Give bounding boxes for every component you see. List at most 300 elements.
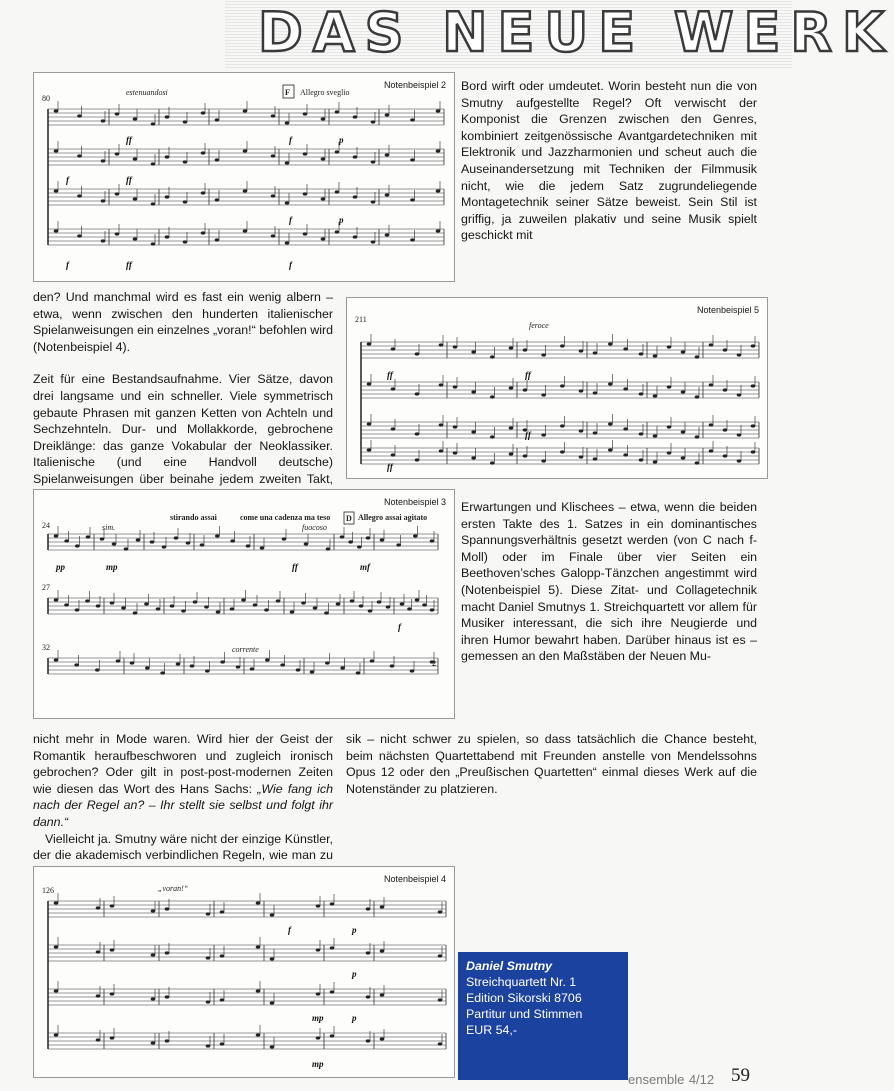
note-head: [667, 385, 672, 388]
note-head: [366, 1039, 371, 1042]
note-head: [541, 459, 546, 462]
note-head: [205, 669, 210, 672]
note-head: [112, 542, 117, 545]
note-head: [201, 111, 206, 114]
note-head: [270, 1045, 275, 1048]
note-head: [110, 1036, 115, 1039]
note-head: [653, 394, 658, 397]
note-head: [653, 434, 658, 437]
note-head: [385, 233, 390, 236]
note-head: [340, 535, 345, 538]
note-head: [490, 461, 495, 464]
example-label: Notenbeispiel 5: [696, 305, 759, 315]
note-head: [151, 953, 156, 956]
note-head: [304, 542, 309, 545]
text-column-right-top: [461, 78, 757, 244]
tempo-marking: come una cadenza ma teso: [240, 513, 331, 522]
note-head: [751, 344, 756, 347]
note-head: [156, 607, 161, 610]
note-head: [243, 189, 248, 192]
note-head: [200, 543, 205, 546]
note-head: [579, 389, 584, 392]
section-title: DAS NEUE WERK: [258, 1, 894, 64]
paragraph: den? Und manchmal wird es fast ein wenig albern – etwa, wenn zwischen den hunderten italienischer Spielanweisungen ein einzelnes „voran!“ befohlen wird (Notenbeispiel 4).: [33, 290, 333, 354]
tempo-marking: Allegro assai agitato: [358, 513, 428, 522]
note-head: [560, 384, 565, 387]
note-head: [183, 200, 188, 203]
note-head: [490, 395, 495, 398]
note-head: [303, 192, 308, 195]
note-head: [410, 198, 415, 201]
note-head: [348, 540, 353, 543]
note-head: [439, 383, 444, 386]
note-head: [396, 543, 401, 546]
note-head: [133, 117, 138, 120]
note-head: [509, 452, 514, 455]
note-head: [215, 118, 220, 121]
note-head: [340, 666, 345, 669]
info-line: Streichquartett Nr. 1: [466, 975, 577, 989]
note-head: [77, 234, 82, 237]
note-head: [270, 913, 275, 916]
dynamic-mark: mf: [360, 562, 370, 572]
tempo-marking: sim.: [102, 523, 116, 532]
info-box: [458, 952, 628, 1080]
note-head: [391, 347, 396, 350]
note-head: [176, 662, 181, 665]
note-head: [151, 1041, 156, 1044]
note-head: [165, 195, 170, 198]
score-5: [347, 298, 767, 478]
tempo-marking: feroce: [529, 321, 549, 330]
note-head: [380, 949, 385, 952]
note-head: [380, 1037, 385, 1040]
dynamic-mark: mp: [312, 1013, 324, 1023]
note-head: [415, 598, 420, 601]
note-head: [453, 451, 458, 454]
note-head: [579, 455, 584, 458]
tempo-marking: estenuandosi: [126, 88, 168, 97]
score-4: [34, 867, 454, 1077]
note-head: [366, 951, 371, 954]
text-column-right-bottom: [346, 731, 757, 797]
tempo-marking: corrente: [232, 645, 259, 654]
note-head: [737, 433, 742, 436]
note-head: [579, 429, 584, 432]
note-head: [133, 237, 138, 240]
note-head: [709, 383, 714, 386]
note-head: [509, 346, 514, 349]
note-head: [243, 149, 248, 152]
note-head: [356, 671, 361, 674]
note-head: [256, 901, 261, 904]
paragraph: Erwartungen und Klischees – etwa, wenn die beiden ersten Takte des 1. Satzes in ein dominantisches Spannungsverhältnis gesetzt werden (von C nach f-Moll) oder im Finale über vier Seiten ein Beethoven’sches Galopp-Tänzchen angestimmt wird (Notenbeispiel 5). Diese Zitat- und Collagetechnik macht Daniel Smutnys 1. Streichquartett vor allem für Musiker interessant, die sich ihre Neugierde und ihren Humor bewahrt haben. Darüber hinaus ist es – gemessen an den Maßstäben der Neuen Mu-: [461, 500, 757, 664]
note-head: [367, 448, 372, 451]
note-head: [282, 537, 287, 540]
note-head: [133, 611, 138, 614]
note-head: [608, 382, 613, 385]
note-head: [183, 160, 188, 163]
note-head: [353, 155, 358, 158]
note-head: [206, 1000, 211, 1003]
note-head: [353, 235, 358, 238]
note-head: [471, 430, 476, 433]
note-head: [623, 347, 628, 350]
dynamic-mark: ff: [126, 135, 132, 145]
note-head: [366, 536, 371, 539]
note-head: [151, 162, 156, 165]
note-head: [523, 454, 528, 457]
note-head: [265, 658, 270, 661]
note-head: [296, 668, 301, 671]
note-head: [430, 608, 435, 611]
note-head: [410, 669, 415, 672]
measure-number: 27: [42, 583, 50, 592]
note-head: [723, 388, 728, 391]
note-head: [695, 435, 700, 438]
note-head: [85, 599, 90, 602]
note-head: [453, 385, 458, 388]
note-head: [165, 235, 170, 238]
note-head: [115, 152, 120, 155]
dynamic-mark: ff: [387, 462, 393, 472]
note-head: [101, 199, 106, 202]
note-head: [151, 909, 156, 912]
dynamic-mark: p: [352, 969, 357, 979]
note-head: [353, 115, 358, 118]
note-head: [201, 191, 206, 194]
measure-number: 32: [42, 643, 50, 652]
note-head: [695, 461, 700, 464]
note-head: [415, 352, 420, 355]
note-head: [204, 605, 209, 608]
note-head: [371, 120, 376, 123]
note-head: [271, 194, 276, 197]
note-head: [330, 1034, 335, 1037]
note-head: [430, 539, 435, 542]
note-head: [201, 151, 206, 154]
note-head: [751, 384, 756, 387]
note-head: [593, 391, 598, 394]
note-head: [723, 454, 728, 457]
note-head: [75, 608, 80, 611]
note-head: [54, 149, 59, 152]
note-head: [391, 453, 396, 456]
note-head: [380, 993, 385, 996]
note-head: [471, 390, 476, 393]
note-head: [290, 610, 295, 613]
dynamic-mark: f: [288, 925, 291, 935]
note-head: [77, 154, 82, 157]
note-head: [271, 234, 276, 237]
note-head: [246, 544, 251, 547]
note-head: [681, 390, 686, 393]
note-head: [336, 602, 341, 605]
note-head: [206, 912, 211, 915]
note-head: [165, 155, 170, 158]
note-head: [623, 453, 628, 456]
note-head: [439, 423, 444, 426]
note-head: [350, 599, 355, 602]
dynamic-mark: ff: [525, 370, 531, 380]
note-head: [357, 545, 362, 548]
note-head: [391, 387, 396, 390]
note-head: [541, 393, 546, 396]
note-head: [206, 1044, 211, 1047]
note-head: [206, 956, 211, 959]
note-head: [608, 448, 613, 451]
note-head: [471, 350, 476, 353]
note-head: [264, 608, 269, 611]
note-head: [400, 602, 405, 605]
dynamic-mark: ff: [126, 175, 132, 185]
dynamic-mark: f: [289, 215, 292, 225]
note-head: [623, 387, 628, 390]
magazine-name: ensemble: [628, 1072, 685, 1087]
note-head: [215, 198, 220, 201]
note-head: [54, 109, 59, 112]
note-head: [709, 423, 714, 426]
note-head: [110, 992, 115, 995]
note-head: [436, 109, 441, 112]
note-head: [77, 114, 82, 117]
note-head: [95, 668, 100, 671]
note-head: [438, 910, 443, 913]
note-head: [54, 229, 59, 232]
note-head: [681, 456, 686, 459]
note-head: [330, 902, 335, 905]
note-head: [723, 348, 728, 351]
dynamic-mark: f: [289, 135, 292, 145]
multi-rest-count: 2: [432, 659, 436, 668]
note-head: [593, 351, 598, 354]
note-head: [260, 546, 265, 549]
dynamic-mark: f: [398, 622, 401, 632]
note-head: [438, 1042, 443, 1045]
note-head: [541, 353, 546, 356]
paragraph-text: nicht mehr in Mode waren. Wird hier der Geist der Romantik heraufbeschworen und zugleich ironisch gebrochen? Oder gilt in post-post-modernen Zeiten wie diesen das Wort des Hans Sachs:: [33, 732, 333, 796]
note-head: [639, 458, 644, 461]
note-head: [310, 670, 315, 673]
example-label: Notenbeispiel 4: [383, 874, 446, 884]
paragraph: Bord wirft oder umdeutet. Worin besteht nun die von Smutny aufgestellte Regel? Oft verwischt der Komponist die Grenzen zwischen den Genres, kombiniert zeitgenössische Avantgardetechniken mit Elektronik und Jazzharmonien und scheut auch die Auseinandersetzung mit Techniken der Filmmusik nicht, wie die jedem Satz zugrundeliegende Montagetechnik seiner Sätze beweist. Sein Stil ist griffig, ja zuweilen plakativ und seine Musik spielt geschickt mit: [461, 79, 757, 243]
note-head: [151, 997, 156, 1000]
example-label: Notenbeispiel 3: [383, 497, 446, 507]
note-head: [144, 602, 149, 605]
note-head: [335, 230, 340, 233]
note-head: [471, 456, 476, 459]
note-head: [385, 193, 390, 196]
note-head: [695, 355, 700, 358]
dynamic-mark: p: [339, 215, 344, 225]
note-head: [133, 157, 138, 160]
note-head: [316, 992, 321, 995]
measure-number: 126: [42, 886, 54, 895]
paragraph: sik – nicht schwer zu spielen, so dass tatsächlich die Chance besteht, beim nächsten Quartettabend mit Freunden anstelle von Mendelssohns Opus 12 oder den „Preußischen Quartetten“ einmal dieses Werk auf die Notenständer zu platzieren.: [346, 732, 757, 796]
note-head: [236, 665, 241, 668]
note-head: [183, 240, 188, 243]
note-head: [110, 601, 115, 604]
note-head: [523, 388, 528, 391]
note-head: [453, 425, 458, 428]
note-head: [681, 430, 686, 433]
note-head: [371, 240, 376, 243]
note-head: [280, 663, 285, 666]
note-head: [370, 659, 375, 662]
score-3: [34, 490, 454, 718]
note-head: [653, 354, 658, 357]
note-head: [560, 344, 565, 347]
note-head: [321, 237, 326, 240]
tempo-marking: stirando assai: [170, 513, 217, 522]
dynamic-mark: ff: [387, 370, 393, 380]
note-head: [737, 393, 742, 396]
dynamic-mark: ff: [292, 562, 298, 572]
dynamic-mark: mp: [312, 1059, 324, 1069]
note-head: [220, 1042, 225, 1045]
note-head: [330, 990, 335, 993]
dynamic-mark: f: [66, 175, 69, 185]
note-head: [367, 382, 372, 385]
note-head: [115, 192, 120, 195]
note-head: [303, 152, 308, 155]
paragraph: [33, 731, 333, 831]
note-head: [324, 611, 329, 614]
note-head: [439, 343, 444, 346]
note-head: [490, 435, 495, 438]
dynamic-mark: f: [289, 260, 292, 270]
note-head: [410, 238, 415, 241]
note-head: [330, 946, 335, 949]
note-head: [115, 232, 120, 235]
note-head: [151, 202, 156, 205]
tempo-marking: fuocoso: [302, 523, 327, 532]
note-head: [250, 667, 255, 670]
note-head: [593, 457, 598, 460]
note-head: [220, 910, 225, 913]
note-head: [54, 901, 59, 904]
note-head: [438, 954, 443, 957]
info-line: Edition Sikorski 8706: [466, 991, 582, 1005]
note-head: [639, 352, 644, 355]
note-head: [371, 160, 376, 163]
note-head: [321, 157, 326, 160]
note-head: [368, 609, 373, 612]
note-head: [54, 598, 59, 601]
note-head: [101, 159, 106, 162]
note-head: [366, 995, 371, 998]
note-head: [165, 907, 170, 910]
note-head: [667, 345, 672, 348]
note-head: [150, 540, 155, 543]
note-head: [193, 600, 198, 603]
note-head: [64, 539, 69, 542]
note-head: [136, 538, 141, 541]
note-head: [165, 951, 170, 954]
note-head: [285, 161, 290, 164]
note-head: [377, 600, 382, 603]
note-head: [121, 606, 126, 609]
rehearsal-letter: F: [285, 88, 290, 97]
note-head: [413, 534, 418, 537]
measure-number: 24: [42, 521, 50, 530]
note-head: [453, 345, 458, 348]
rehearsal-letter: D: [346, 514, 352, 523]
info-line: EUR 54,-: [466, 1023, 517, 1037]
note-head: [151, 242, 156, 245]
note-head: [186, 541, 191, 544]
note-head: [256, 945, 261, 948]
note-head: [230, 539, 235, 542]
note-head: [110, 948, 115, 951]
note-head: [220, 954, 225, 957]
note-head: [64, 603, 69, 606]
note-head: [737, 459, 742, 462]
note-head: [54, 534, 59, 537]
note-head: [490, 355, 495, 358]
note-head: [170, 604, 175, 607]
note-head: [270, 1001, 275, 1004]
note-head: [215, 158, 220, 161]
note-head: [422, 603, 427, 606]
dynamic-mark: mp: [106, 562, 118, 572]
note-head: [133, 197, 138, 200]
note-head: [681, 350, 686, 353]
note-head: [86, 535, 91, 538]
note-head: [256, 1033, 261, 1036]
note-head: [77, 194, 82, 197]
note-head: [415, 432, 420, 435]
note-head: [608, 422, 613, 425]
note-head: [386, 605, 391, 608]
dynamic-mark: ff: [525, 430, 531, 440]
issue-number: 4/12: [688, 1072, 715, 1087]
note-head: [608, 342, 613, 345]
text-column-left-mid: [33, 289, 333, 504]
note-head: [162, 545, 167, 548]
note-head: [183, 120, 188, 123]
note-head: [385, 153, 390, 156]
note-head: [54, 1033, 59, 1036]
note-head: [321, 197, 326, 200]
note-head: [165, 995, 170, 998]
note-head: [438, 998, 443, 1001]
note-head: [639, 392, 644, 395]
note-head: [335, 190, 340, 193]
note-head: [54, 989, 59, 992]
note-head: [709, 343, 714, 346]
note-head: [623, 427, 628, 430]
text-column-right-mid: [461, 499, 757, 665]
note-head: [541, 433, 546, 436]
note-head: [271, 154, 276, 157]
dynamic-mark: ff: [126, 260, 132, 270]
info-line: Partitur und Stimmen: [466, 1007, 583, 1021]
note-head: [695, 395, 700, 398]
note-head: [390, 664, 395, 667]
note-head: [54, 945, 59, 948]
note-head: [371, 200, 376, 203]
note-head: [115, 112, 120, 115]
note-head: [54, 658, 59, 661]
note-head: [216, 610, 221, 613]
note-head: [410, 158, 415, 161]
note-head: [367, 342, 372, 345]
tempo-marking: „voran!“: [158, 884, 189, 893]
note-head: [593, 431, 598, 434]
note-head: [220, 660, 225, 663]
note-head: [101, 119, 106, 122]
